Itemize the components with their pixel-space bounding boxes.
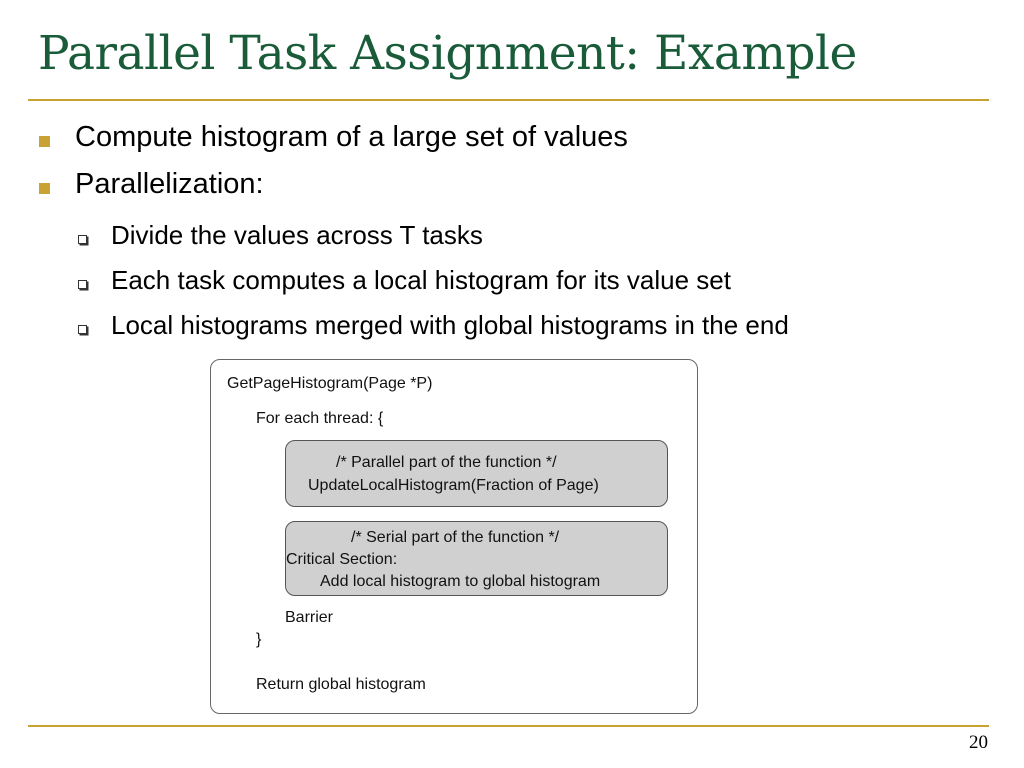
- serial-action: Add local histogram to global histogram: [320, 573, 601, 590]
- bullet-square-icon: [39, 136, 50, 147]
- sub-bullet-item: Divide the values across T tasks: [111, 220, 483, 250]
- serial-comment: /* Serial part of the function */: [351, 529, 560, 546]
- sub-bullet-box-icon: [78, 325, 87, 334]
- bullet-item: Compute histogram of a large set of values: [75, 121, 628, 153]
- sub-bullet-item: Local histograms merged with global histograms in the end: [111, 310, 789, 340]
- page-number: 20: [969, 732, 988, 753]
- sub-bullet-item: Each task computes a local histogram for its value set: [111, 265, 731, 295]
- parallel-part-box: [285, 440, 668, 507]
- bullet-square-icon: [39, 183, 50, 194]
- return-line: Return global histogram: [256, 676, 426, 693]
- serial-part-box: [285, 521, 668, 596]
- critical-section-label: Critical Section:: [286, 551, 398, 568]
- parallel-comment: /* Parallel part of the function */: [336, 454, 557, 471]
- bullet-item: Parallelization:: [75, 168, 264, 200]
- slide-title: Parallel Task Assignment: Example: [38, 26, 857, 81]
- function-signature: GetPageHistogram(Page *P): [227, 375, 433, 392]
- footer-divider: [28, 725, 989, 727]
- parallel-call: UpdateLocalHistogram(Fraction of Page): [308, 477, 599, 494]
- pseudocode-diagram: [210, 359, 698, 714]
- sub-bullet-box-icon: [78, 235, 87, 244]
- barrier-label: Barrier: [285, 609, 334, 626]
- sub-bullet-box-icon: [78, 280, 87, 289]
- closing-brace: }: [256, 631, 262, 648]
- loop-header: For each thread: {: [256, 410, 384, 427]
- title-divider: [28, 99, 989, 101]
